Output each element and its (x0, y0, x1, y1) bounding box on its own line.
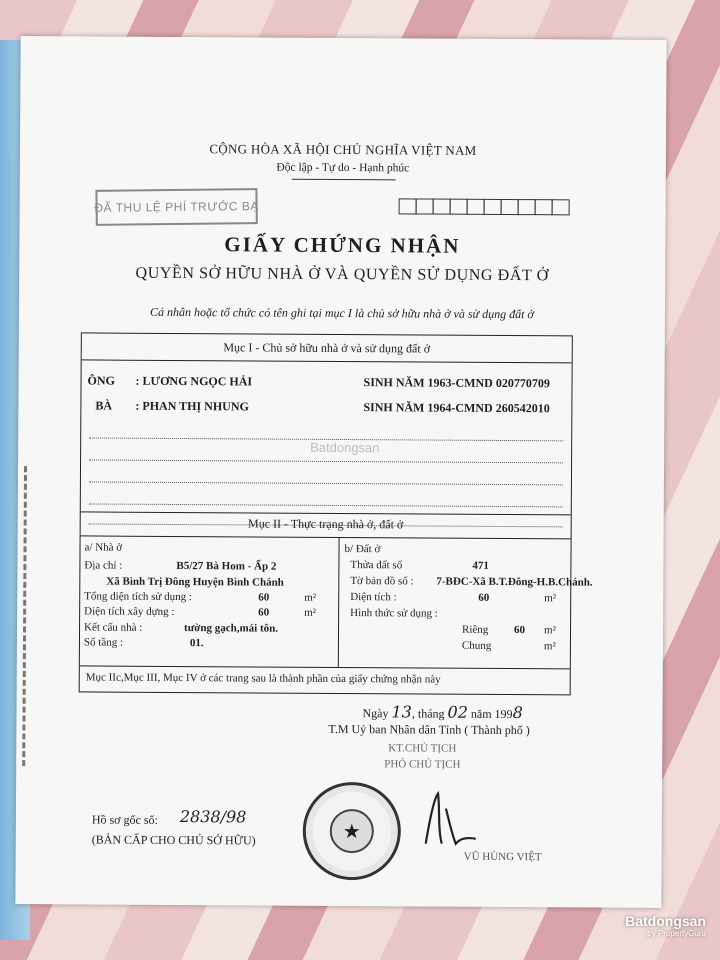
owner1-prefix: ÔNG (87, 373, 115, 388)
land-map-value: 7-BĐC-Xã B.T.Đông-H.B.Chánh. (436, 575, 593, 589)
house-total-area-label: Tổng diện tích sử dụng : (84, 590, 192, 604)
land-area-label: Diện tích : (350, 591, 397, 604)
house-built-area-value: 60 (258, 606, 270, 619)
copy-note: (BẢN CẤP CHO CHỦ SỞ HỮU) (91, 832, 256, 848)
authority-line2: KT.CHỦ TỊCH (388, 742, 457, 755)
house-floors-label: Số tầng : (83, 636, 124, 649)
record-label: Hồ sơ gốc số: (91, 812, 158, 827)
date-month-label: tháng (417, 706, 445, 721)
authority-line1: T.M Uỷ ban Nhân dân Tỉnh ( Thành phố ) (328, 721, 530, 738)
date-line: Ngày 13, tháng 02 năm 1998 (362, 702, 523, 723)
seal-star-icon: ★ (330, 809, 374, 853)
owner2-info: SINH NĂM 1964-CMND 260542010 (363, 400, 550, 416)
column-divider (338, 537, 340, 667)
owner2-prefix: BÀ (95, 398, 113, 413)
document-subtitle: QUYỀN SỞ HỮU NHÀ Ở VÀ QUYỀN SỬ DỤNG ĐẤT Ở (135, 264, 549, 285)
house-structure-value: tường gạch,mái tôn. (184, 622, 279, 635)
certificate-page (15, 36, 666, 908)
brand-tagline: by PropertyGuru (647, 929, 706, 938)
land-heading: b/ Đất ở (344, 543, 381, 556)
house-total-area-unit: m² (304, 591, 317, 604)
batdongsan-logo (625, 913, 706, 938)
house-total-area-value: 60 (258, 591, 270, 604)
record-value: 2838/98 (179, 807, 247, 827)
brand-name: Batdongsan (625, 913, 706, 929)
certificate-table (79, 332, 593, 695)
motto-underline (292, 179, 396, 181)
date-year-digit: 8 (512, 703, 523, 723)
land-plot-value: 471 (472, 559, 489, 572)
land-usage-label: Hình thức sử dụng : (350, 607, 438, 620)
land-area-value: 60 (478, 591, 490, 604)
land-map-label: Tờ bản đồ số : (350, 575, 414, 588)
fee-paid-stamp: ĐÃ THU LỆ PHÍ TRƯỚC BẠ (95, 188, 257, 226)
house-heading: a/ Nhà ở (84, 541, 123, 554)
land-shared-unit: m² (543, 640, 556, 653)
house-address-value: B5/27 Bà Hom - Ấp 2 (176, 559, 277, 573)
section-note: Mục IIc,Mục III, Mục IV ở các trang sau là thành phần của giấy chứng nhận này (85, 671, 441, 686)
house-address-value2: Xã Bình Trị Đông Huyện Bình Chánh (106, 575, 284, 589)
owner1-name: : LƯƠNG NGỌC HẢI (135, 373, 253, 389)
official-seal (303, 782, 402, 881)
document-title: GIẤY CHỨNG NHẬN (224, 232, 461, 258)
house-built-area-label: Diện tích xây dựng : (84, 605, 175, 618)
signature (416, 788, 486, 848)
house-built-area-unit: m² (304, 606, 317, 619)
owner2-name: : PHAN THỊ NHUNG (135, 398, 249, 414)
country-header: CỘNG HÒA XÃ HỘI CHỦ NGHĨA VIỆT NAM (209, 141, 477, 158)
land-area-unit: m² (544, 592, 557, 605)
land-shared-label: Chung (461, 639, 492, 652)
section1-title: Mục I - Chủ sở hữu nhà ở và sử dụng đất ở (223, 340, 431, 356)
page-edge-dashes (22, 466, 31, 766)
date-year-label: năm 199 (470, 706, 513, 722)
land-private-label: Riêng (462, 623, 489, 636)
section2-title: Mục II - Thực trạng nhà ở, đất ở (248, 516, 404, 532)
date-month: 02 (447, 702, 468, 722)
motto: Độc lập - Tự do - Hạnh phúc (276, 161, 410, 175)
owner1-info: SINH NĂM 1963-CMND 020770709 (363, 375, 550, 391)
land-plot-label: Thửa đất số (350, 559, 403, 572)
date-day-label: Ngày (362, 706, 389, 721)
house-floors-value: 01. (189, 637, 204, 650)
intro-text: Cá nhân hoặc tổ chức có tên ghi tại mục I là chủ sở hữu nhà ở và sử dụng đất ở (150, 304, 534, 322)
serial-number-boxes (400, 198, 570, 215)
land-private-value: 60 (514, 624, 526, 637)
authority-line3: PHÓ CHỦ TỊCH (384, 758, 461, 771)
signer-name: VŨ HÙNG VIỆT (463, 850, 542, 864)
date-day: 13 (391, 702, 412, 722)
land-private-unit: m² (544, 624, 556, 637)
watermark-text: Batdongsan (310, 439, 380, 456)
house-structure-label: Kết cấu nhà : (84, 621, 143, 634)
house-address-label: Địa chỉ : (84, 559, 123, 572)
